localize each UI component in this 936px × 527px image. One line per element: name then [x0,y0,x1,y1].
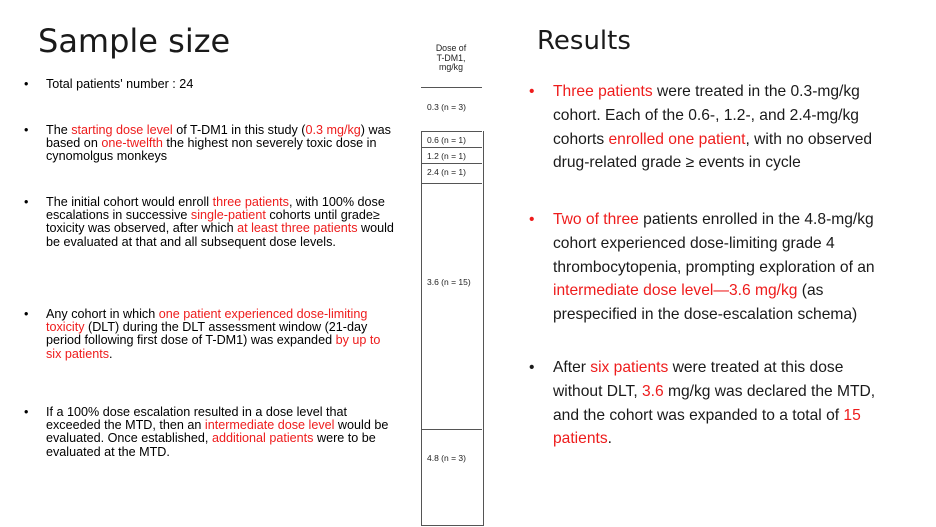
left-item-text [46,406,394,459]
right-item-text [553,80,895,175]
sample-size-title: Sample size [38,22,231,60]
bullet-glyph: • [529,359,535,376]
dose-level-label: 0.6 (n = 1) [427,135,466,145]
results-title: Results [537,26,631,56]
text-run: After [553,359,591,376]
highlighted-text: at least three patients [237,221,358,236]
dose-level-label: 1.2 (n = 1) [427,151,466,161]
highlighted-text: Three patients [553,83,653,100]
text-run: (as prespecified in the dose-escalation schema) [553,282,858,324]
bullet-glyph: • [24,405,29,419]
bullet-glyph: • [529,211,535,228]
dose-level-cell [421,183,482,430]
text-run: were to be evaluated at the MTD. [46,431,376,459]
text-run: the highest non severely toxic dose in cynomolgus monkeys [46,136,377,164]
highlighted-text: additional patients [211,431,314,446]
schema-header-line: Dose of [435,43,467,53]
text-run: would be evaluated at that and all subsequent dose levels. [46,221,394,249]
text-run: . [109,346,113,361]
right-item-text [553,356,895,451]
text-run: , with 100% dose escalations in successive [46,195,385,223]
schema-header-line: T-DM1, [436,52,466,63]
schema-header [421,44,481,73]
text-run: Any cohort in which [46,307,159,321]
text-run: . [607,430,612,448]
dose-level-cell [421,131,482,148]
dose-level-cell [421,87,482,132]
highlighted-text: intermediate dose level [204,418,335,433]
highlighted-text: six patients [590,359,669,376]
right-item-text [553,208,895,327]
bullet-glyph: • [24,77,29,91]
dose-level-label: 4.8 (n = 3) [427,453,466,463]
left-item-text [46,124,394,164]
dose-level-cell [421,163,482,184]
bullet-glyph: • [529,83,535,100]
text-run: ) was based on [46,123,391,151]
dose-level-label: 3.6 (n = 15) [427,277,471,287]
dose-level-label: 0.3 (n = 3) [427,102,466,112]
highlighted-text: 3.6 [641,382,664,400]
highlighted-text: one patient experienced dose-limiting toxicity [46,307,368,335]
dose-level-cell [421,147,482,164]
dose-level-cell [421,429,482,482]
text-run: , with no observed drug-related grade ≥ events in cycle [553,130,873,172]
left-item-text [46,196,394,249]
highlighted-text: starting dose level [71,123,173,137]
highlighted-text: 15 patients [553,406,861,448]
left-item-text [46,78,394,91]
bullet-glyph: • [24,195,29,209]
highlighted-text: three patients [212,195,289,209]
text-run: The [46,123,72,137]
left-item-text [46,308,394,361]
schema-header-line: mg/kg [439,62,463,73]
text-run: mg/kg was declared the MTD, and the cohort was expanded to a total of [553,382,876,424]
highlighted-text: single-patient [190,208,266,223]
text-run: If a 100% dose escalation resulted in a dose level that exceeded the MTD, then an [46,405,348,433]
highlighted-text: one-twelfth [101,136,163,151]
highlighted-text: by up to six patients [46,333,381,361]
bullet-glyph: • [24,123,29,137]
text-run: were treated at this dose without DLT, [553,359,844,400]
text-run: cohorts until grade≥ toxicity was observed, after which [46,208,380,236]
text-run: (DLT) during the DLT assessment window (21-day period following first dose of T-DM1) was expanded [46,320,368,348]
dose-level-label: 2.4 (n = 1) [427,167,466,177]
text-run: were treated in the 0.3-mg/kg cohort. Each of the 0.6-, 1.2-, and 2.4-mg/kg cohorts [553,83,860,148]
highlighted-text: intermediate dose level—3.6 mg/kg [553,282,798,300]
text-run: The initial cohort would enroll [46,195,213,209]
text-run: would be evaluated. Once established, [46,418,389,446]
highlighted-text: enrolled one patient [608,130,746,148]
bullet-glyph: • [24,307,29,321]
text-run: of T-DM1 in this study ( [172,123,306,137]
highlighted-text: Two of three [553,211,639,228]
text-run: Total patients' number : 24 [46,77,194,91]
text-run: patients enrolled in the 4.8-mg/kg cohort experienced dose-limiting grade 4 thrombocytopenia, prompting exploration of an [553,211,875,276]
highlighted-text: 0.3 mg/kg [305,123,361,137]
